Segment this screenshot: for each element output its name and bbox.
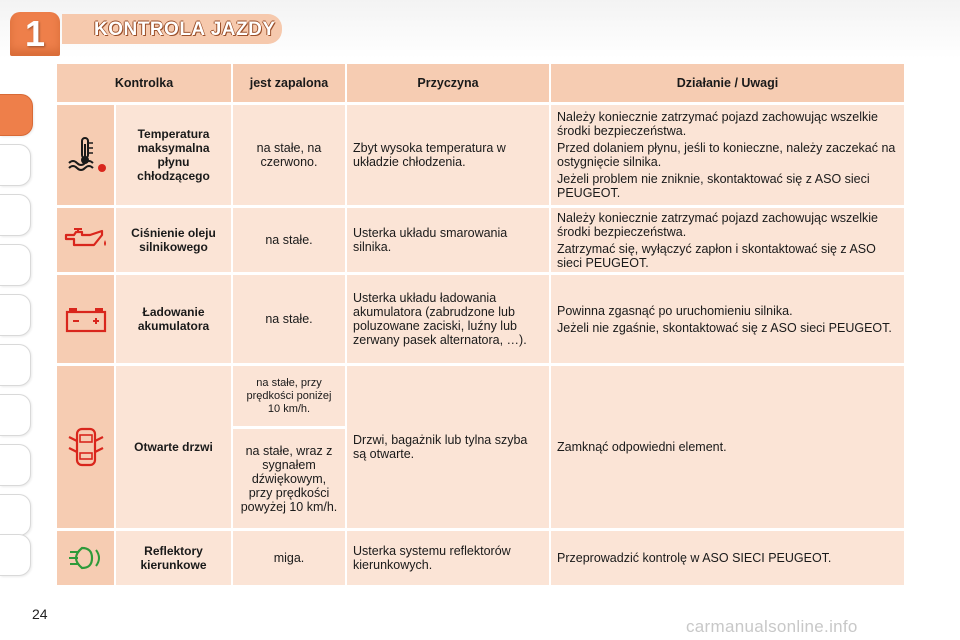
- warning-cause: Zbyt wysoka temperatura w układzie chłodzenia.: [347, 105, 549, 205]
- table-row-icon: [57, 275, 114, 363]
- column-header-status: jest zapalona: [233, 64, 345, 102]
- coolant-temperature-icon: [61, 135, 111, 175]
- action-text: Przed dolaniem płynu, jeśli to konieczne, należy zaczekać na ostygnięcie silnika.: [557, 141, 896, 169]
- warning-name: Ciśnienie oleju silnikowego: [116, 208, 231, 272]
- warning-cause: Usterka systemu reflektorów kierunkowych.: [347, 531, 549, 585]
- warning-cause: Drzwi, bagażnik lub tylna szyba są otwarte.: [347, 366, 549, 528]
- action-text: Zamknąć odpowiedni element.: [557, 440, 727, 454]
- table-row-icon: [57, 531, 114, 585]
- warning-action: [551, 531, 904, 585]
- door-open-icon: [66, 425, 106, 469]
- side-tab-chapter-5[interactable]: [0, 294, 31, 336]
- warning-status-low-speed: na stałe, przy prędkości poniżej 10 km/h.: [233, 366, 345, 426]
- page-number: 24: [32, 606, 48, 622]
- warning-status: na stałe, na czerwono.: [233, 105, 345, 205]
- action-text: Należy koniecznie zatrzymać pojazd zachowując wszelkie środki bezpieczeństwa.: [557, 210, 878, 239]
- warning-action: [551, 275, 904, 363]
- warning-action: [551, 105, 904, 205]
- warning-status: na stałe.: [233, 275, 345, 363]
- table-row-icon: [57, 366, 114, 528]
- column-header-cause: Przyczyna: [347, 64, 549, 102]
- side-tab-chapter-7[interactable]: [0, 394, 31, 436]
- side-tab-chapter-1[interactable]: [0, 94, 33, 136]
- chapter-side-tabs: [0, 64, 34, 576]
- warning-status: na stałe.: [233, 208, 345, 272]
- side-tab-chapter-10[interactable]: [0, 534, 31, 576]
- oil-pressure-icon: [62, 225, 110, 255]
- warning-name: Temperatura maksymalna płynu chłodzącego: [116, 105, 231, 205]
- side-tab-chapter-3[interactable]: [0, 194, 31, 236]
- warning-name: Reflektory kierunkowe: [116, 531, 231, 585]
- action-text: Powinna zgasnąć po uruchomieniu silnika.: [557, 303, 793, 318]
- warning-action: [551, 366, 904, 528]
- action-text: Zatrzymać się, wyłączyć zapłon i skontaktować się z ASO sieci PEUGEOT.: [557, 241, 876, 270]
- side-tab-chapter-6[interactable]: [0, 344, 31, 386]
- action-text: Jeżeli problem nie zniknie, skontaktować się z ASO sieci PEUGEOT.: [557, 172, 870, 200]
- action-text: Przeprowadzić kontrolę w ASO SIECI PEUGEOT.: [557, 551, 832, 565]
- warning-action: [551, 208, 904, 272]
- page-title: KONTROLA JAZDY: [94, 19, 276, 40]
- side-tab-chapter-8[interactable]: [0, 444, 31, 486]
- warning-cause: Usterka układu smarowania silnika.: [347, 208, 549, 272]
- table-row-icon: [57, 105, 114, 205]
- side-tab-chapter-9[interactable]: [0, 494, 31, 536]
- action-text: Należy koniecznie zatrzymać pojazd zachowując wszelkie środki bezpieczeństwa.: [557, 110, 878, 138]
- chapter-badge: [10, 12, 60, 56]
- action-text: Jeżeli nie zgaśnie, skontaktować się z ASO sieci PEUGEOT.: [557, 320, 892, 335]
- chapter-number: 1: [24, 13, 46, 54]
- table-row-icon: [57, 208, 114, 272]
- column-header-action: Działanie / Uwagi: [551, 64, 904, 102]
- side-tab-chapter-2[interactable]: [0, 144, 31, 186]
- battery-icon: [64, 304, 108, 334]
- headlamp-leveling-icon: [66, 544, 106, 572]
- warning-name: Otwarte drzwi: [116, 366, 231, 528]
- side-tab-chapter-4[interactable]: [0, 244, 31, 286]
- column-header-kontrolka: Kontrolka: [57, 64, 231, 102]
- warning-status: miga.: [233, 531, 345, 585]
- watermark: carmanualsonline.info: [686, 617, 858, 636]
- warning-status-high-speed: na stałe, wraz z sygnałem dźwiękowym, przy prędkości powyżej 10 km/h.: [233, 429, 345, 528]
- warning-name: Ładowanie akumulatora: [116, 275, 231, 363]
- page-header: [0, 0, 960, 58]
- warning-cause: Usterka układu ładowania akumulatora (zabrudzone lub poluzowane zaciski, luźny lub zerwany pasek alternatora, …).: [347, 275, 549, 363]
